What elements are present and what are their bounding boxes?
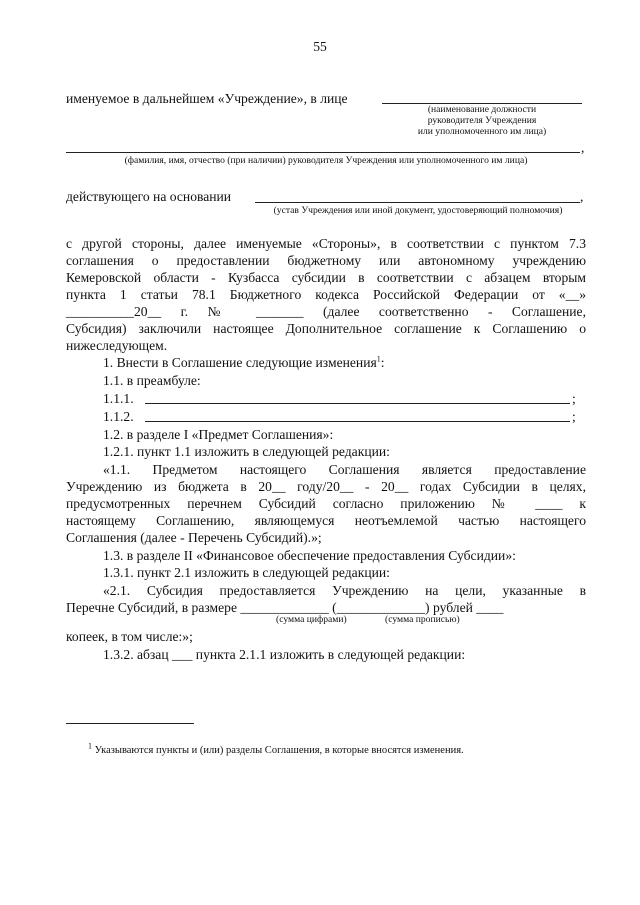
item-1-2-1: 1.2.1. пункт 1.1 изложить в следующей редакции: [103,444,390,459]
quote2-line-1: «2.1. Субсидия предоставляется Учреждению на цели, указанные в [103,583,586,598]
para1-line-3: Кемеровской области - Кузбасса субсидии в соответствии с абзацем вторым [66,270,586,285]
quote1-line-4: настоящему Соглашению, являющемуся неотъемлемой частью настоящего [66,513,586,528]
item-1-1-1-label: 1.1.1. [103,391,134,406]
quote2-line-3: копеек, в том числе:»; [66,629,193,644]
basis-hint: (устав Учреждения или иной документ, удостоверяющий полномочия) [273,205,563,216]
fullname-fill-line [66,152,580,153]
para1-line-6: Субсидия) заключили настоящее Дополнительное соглашение к Соглашению о [66,321,586,336]
basis-text: действующего на основании [66,189,232,204]
item-1-2: 1.2. в разделе I «Предмет Соглашения»: [103,427,334,442]
item-1-3-2: 1.3.2. абзац ___ пункта 2.1.1 изложить в следующей редакции: [103,647,466,662]
position-hint-1: (наименование должности [427,104,537,115]
footnote-ref: 1 [376,354,381,364]
para1-line-2: соглашения о предоставлении бюджетному или автономному учреждению [66,253,586,268]
item-1-3-1: 1.3.1. пункт 2.1 изложить в следующей редакции: [103,565,390,580]
item-1-1-2-label: 1.1.2. [103,409,134,424]
basis-fill-line [255,202,580,203]
page-number: 55 [313,39,327,54]
item-1-colon: : [380,355,385,370]
quote1-line-3: предусмотренных перечнем Субсидий согласно приложению № ____ к [66,496,586,511]
footnote-text: Указываются пункты и (или) разделы Соглашения, в которые вносятся изменения. [94,745,464,756]
para1-line-1: с другой стороны, далее именуемые «Стороны», в соответствии с пунктом 7.3 [66,236,586,251]
fullname-hint: (фамилия, имя, отчество (при наличии) руководителя Учреждения или уполномоченного им лица) [124,155,528,166]
amount-words-hint: (сумма прописью) [385,614,460,625]
fullname-comma: , [581,140,585,155]
item-1-text: 1. Внести в Соглашение следующие изменения [103,355,377,370]
position-hint-2: руководителя Учреждения [427,115,537,126]
item-1 [103,354,385,371]
quote1-line-5: Соглашения (далее - Перечень Субсидий).»; [66,530,322,545]
item-1-1-1-semicolon: ; [572,391,576,406]
amount-digits-hint: (сумма цифрами) [276,614,347,625]
item-1-1-1-fill-line [145,403,570,404]
position-hint-3: или уполномоченного им лица) [417,126,547,137]
basis-comma: , [580,189,584,204]
para1-line-5: __________20__ г. № _______ (далее соответственно - Соглашение, [66,304,586,319]
quote1-line-2: Учреждению из бюджета в 20__ году/20__ - 20__ годах Субсидии в целях, [66,479,586,494]
item-1-1: 1.1. в преамбуле: [103,373,201,388]
item-1-3: 1.3. в разделе II «Финансовое обеспечение предоставления Субсидии»: [103,548,516,563]
party-designation-text: именуемое в дальнейшем «Учреждение», в лице [66,91,348,106]
item-1-1-2-fill-line [145,421,570,422]
para1-line-4: пункта 1 статьи 78.1 Бюджетного кодекса Российской Федерации от «__» [66,287,586,302]
footnote-separator [66,723,194,724]
item-1-1-2-semicolon: ; [572,409,576,424]
para1-line-7: нижеследующем. [66,338,168,353]
quote2-line-2: Перечне Субсидий, в размере _____________ (_____________) рублей ____ [66,600,504,615]
footnote [88,741,464,757]
quote1-line-1: «1.1. Предметом настоящего Соглашения является предоставление [103,462,586,477]
footnote-number: 1 [88,741,92,751]
